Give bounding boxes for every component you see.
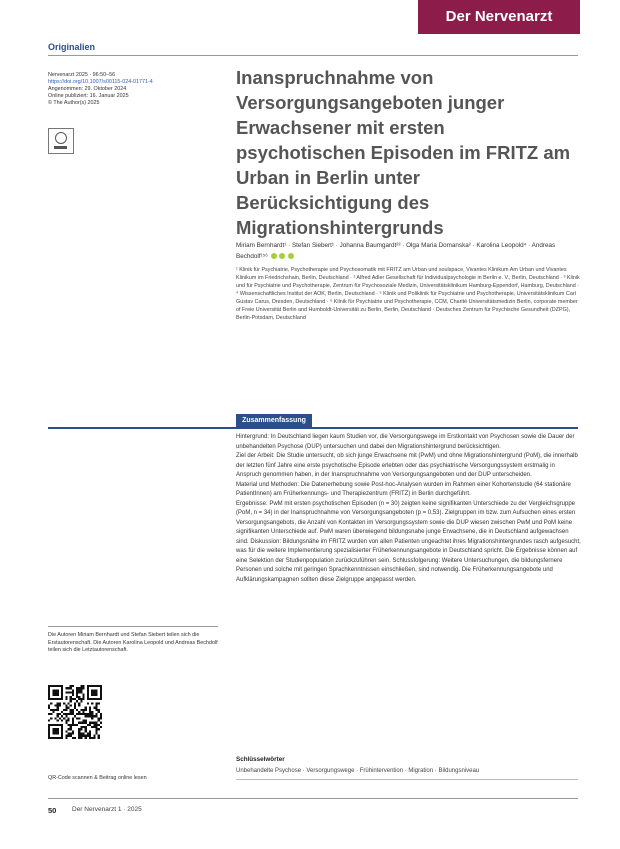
abstract-body (236, 433, 581, 585)
footer-divider (48, 798, 578, 799)
published-date: Online publiziert: 16. Januar 2025 (48, 93, 129, 99)
keywords-divider (236, 779, 578, 780)
orcid-icon[interactable] (271, 253, 277, 259)
side-note-divider (48, 626, 218, 627)
page-number: 50 (48, 806, 57, 815)
keywords-list: Unbehandelte Psychose · Versorgungswege · Frühintervention · Migration · Bildungsniveau (236, 768, 480, 774)
footer-journal: Der Nervenarzt 1 · 2025 (72, 806, 142, 813)
open-access-icon (48, 128, 74, 154)
abstract-paragraph: Material und Methoden: Die Datenerhebung sowie Post-hoc-Analysen wurden im Rahmen einer Kohortenstudie (64 stationäre PatientInnen) am Früherkennungs- und Therapiezentrum (FRITZ) in Berlin durchgeführt. (236, 481, 571, 497)
author-list (236, 240, 581, 262)
affiliations: ¹ Klinik für Psychiatrie, Psychotherapie und Psychosomatik mit FRITZ am Urban und soulspace, Vivantes Klinikum Am Urban und Vivantes Klinikum im Friedrichshain, Berlin, Deutschland · ² Alfred Adler Gesellschaft für Individualpsychologie in Berlin e. V., Berlin, Deutschland · ³ Klinik und für Psychiatrie und Psychotherapie, Zentrum für Psychosoziale Medizin, Universitätsklinikum Hamburg-Eppendorf, Hamburg, Deutschland · ⁴ Wissenschaftliches Institut der AOK, Berlin, Deutschland · ⁵ Klinik und Poliklinik für Psychiatrie und Psychotherapie, Universitätsklinikum Carl Gustav Carus, Dresden, Deutschland · ⁶ Klinik für Psychiatrie und Psychotherapie, CCM, Charité Universitätsmedizin Berlin, corporate member of Freie Universität Berlin and Humboldt-Universität zu Berlin, Berlin, Deutschland · Deutsches Zentrum für Psychische Gesundheit (DZPG), Berlin-Potsdam, Deutschland (236, 267, 580, 321)
authors-text: Miriam Bernhardt¹ · Stefan Siebert¹ · Johanna Baumgardt²³ · Olga Maria Domanska² · Karolina Leopold⁴ · Andreas Bechdolf¹⁵⁶ (236, 242, 556, 260)
article-category: Originalien (48, 42, 96, 52)
doi-link[interactable]: https://doi.org/10.1007/s00115-024-01771-4 (48, 79, 153, 85)
author-contribution-note: Die Autoren Miriam Bernhardt und Stefan Siebert teilen sich die Erstautorenschaft. Die Autoren Karolina Leopold und Andreas Bechdolf teilen sich die Letztautorenschaft. (48, 632, 218, 653)
abstract-paragraph: Ziel der Arbeit: Die Studie untersucht, ob sich junge Erwachsene mit (PwM) und ohne Migrationshintergrund (PoM), die innerhalb der letzten fünf Jahre eine erste psychotische Episode erlebten oder das psychiatrische Versorgungssystem erstmalig in Anspruch genommen haben, in der Inanspruchnahme von Versorgungsangeboten und der DUP unterscheiden. (236, 453, 578, 478)
citation: Nervenarzt 2025 · 96:50–56 (48, 72, 116, 78)
badge-ring-shape (55, 132, 67, 144)
license: © The Author(s) 2025 (48, 100, 100, 106)
abstract-paragraph: Hintergrund: In Deutschland liegen kaum Studien vor, die Versorgungswege im Erstkontakt von Psychosen sowie die Dauer der unbehandelten Psychose (DUP) untersuchen und dabei den Migrationshintergrund berücksichtigen. (236, 434, 575, 450)
qr-code-icon[interactable] (48, 685, 102, 739)
header-divider (48, 55, 578, 56)
orcid-icon[interactable] (279, 253, 285, 259)
badge-bar-shape (54, 146, 67, 149)
article-metadata (48, 72, 218, 107)
article-title: Inanspruchnahme von Versorgungsangeboten junger Erwachsener mit ersten psychotischen Episoden im FRITZ am Urban in Berlin unter Berücksichtigung des Migrationshintergrunds (236, 67, 571, 238)
abstract-paragraph: Ergebnisse: PwM mit ersten psychotischen Episoden (n = 30) zeigten keine signifikanten Unterschiede zu der Vergleichsgruppe (PoM, n = 34) in der Inanspruchnahme von Versorgungsangeboten (p = 0,53). Zielgruppen im bzw. zum Aufsuchen eines ersten Versorgungsangebots, die Anzahl von Kontakten im Versorgungssystem sowie die DUP wiesen zwischen PwM und PoM keine signifikanten Unterschiede auf. PwM waren überwiegend bildungsnahe junge Erwachsene, die in Deutschland aufgewachsen sind. Diskussion: Bildungsnähe im FRITZ wurden von allen Patienten ungeachtet ihres Migrationshintergrundes rasch aufgesucht, was für die weitere Implementierung spezialisierter Früherkennungsangebote in Deutschland spricht. Die Ergebnisse können auf eine Selektion der Studienpopulation zurückzuführen sein. Schlussfolgerung: Weitere Untersuchungen, die bildungsfernere Personen und solche mit geringen Sprachkenntnissen einschließen, sind notwendig. Die Früherkennungsangebote und Aufklärungskampagnen sollten diese Zielgruppe angepasst werden. (236, 500, 581, 583)
qr-caption: QR-Code scannen & Beitrag online lesen (48, 775, 147, 781)
journal-name-banner: Der Nervenarzt (418, 0, 580, 34)
keywords-heading: Schlüsselwörter (236, 756, 285, 763)
abstract-label: Zusammenfassung (236, 414, 312, 427)
orcid-icon[interactable] (288, 253, 294, 259)
accepted-date: Angenommen: 29. Oktober 2024 (48, 86, 127, 92)
abstract-divider (48, 427, 578, 429)
